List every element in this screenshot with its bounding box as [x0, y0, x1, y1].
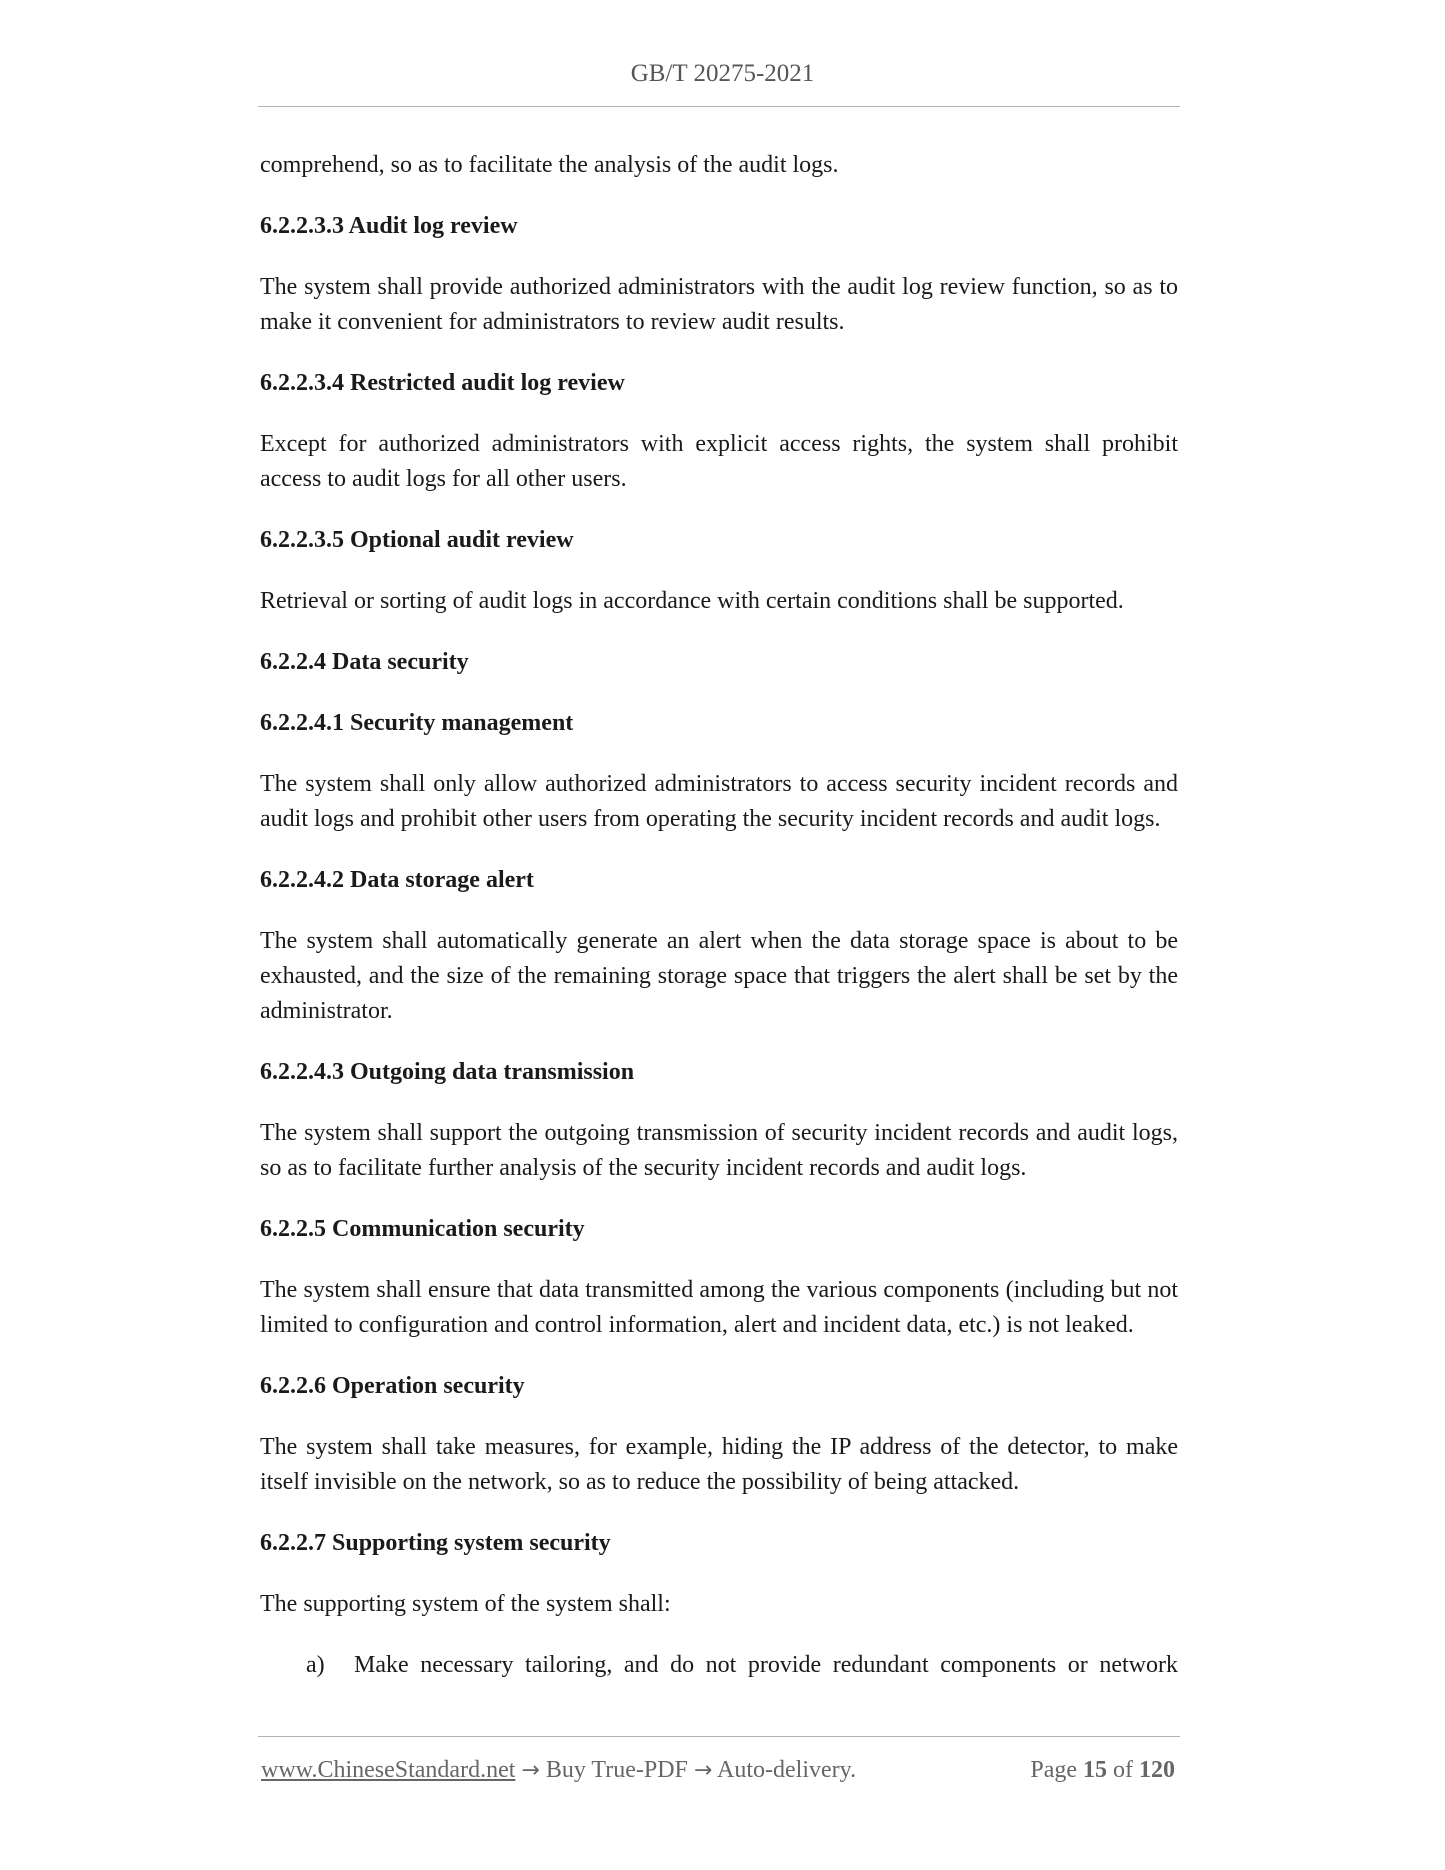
header-divider — [258, 106, 1180, 107]
section-heading: 6.2.2.4.2 Data storage alert — [260, 867, 534, 893]
paragraph: The system shall provide authorized administrators with the audit log review function, so as to make it convenient for administrators to review audit results. — [260, 274, 1178, 335]
page-total: 120 — [1139, 1757, 1175, 1783]
paragraph: The system shall automatically generate an alert when the data storage space is about to be exhausted, and the size of the remaining storage space that triggers the alert shall be set by the administrator. — [260, 928, 1178, 1024]
section-heading: 6.2.2.5 Communication security — [260, 1216, 585, 1242]
paragraph: The supporting system of the system shall: — [260, 1591, 671, 1617]
section-heading: 6.2.2.7 Supporting system security — [260, 1530, 611, 1556]
page-content — [260, 148, 1178, 1683]
paragraph: The system shall take measures, for example, hiding the IP address of the detector, to make itself invisible on the network, so as to reduce the possibility of being attacked. — [260, 1434, 1178, 1495]
section-heading: 6.2.2.6 Operation security — [260, 1373, 525, 1399]
list-item — [260, 1648, 1178, 1683]
list-marker: a) — [306, 1652, 325, 1678]
paragraph: The system shall ensure that data transmitted among the various components (including but not limited to configuration and control information, alert and incident data, etc.) is not leaked. — [260, 1277, 1178, 1338]
section-heading: 6.2.2.3.3 Audit log review — [260, 213, 518, 239]
section-heading: 6.2.2.4.3 Outgoing data transmission — [260, 1059, 635, 1085]
buy-pdf-text: Buy True-PDF — [545, 1757, 688, 1783]
page-number — [1030, 1754, 1175, 1786]
section-heading: 6.2.2.4.1 Security management — [260, 710, 574, 736]
page-of-label: of — [1113, 1757, 1133, 1783]
website-link[interactable]: www.ChineseStandard.net — [261, 1757, 516, 1783]
section-heading: 6.2.2.3.4 Restricted audit log review — [260, 370, 625, 396]
page-current: 15 — [1083, 1757, 1107, 1783]
paragraph: comprehend, so as to facilitate the analysis of the audit logs. — [260, 152, 839, 178]
paragraph: The system shall support the outgoing transmission of security incident records and audit logs, so as to facilitate further analysis of the security incident records and audit logs. — [260, 1120, 1178, 1181]
arrow-right-icon: → — [521, 1758, 540, 1783]
document-code-header: GB/T 20275-2021 — [630, 60, 815, 87]
paragraph: Except for authorized administrators with explicit access rights, the system shall prohibit access to audit logs for all other users. — [260, 431, 1178, 492]
paragraph: Retrieval or sorting of audit logs in accordance with certain conditions shall be supported. — [260, 588, 1124, 614]
arrow-right-icon: → — [693, 1758, 713, 1783]
footer-divider — [258, 1736, 1180, 1737]
section-heading: 6.2.2.3.5 Optional audit review — [260, 527, 574, 553]
auto-delivery-text: Auto-delivery. — [717, 1757, 857, 1783]
section-heading: 6.2.2.4 Data security — [260, 649, 469, 675]
page-label: Page — [1030, 1757, 1077, 1783]
paragraph: The system shall only allow authorized administrators to access security incident records and audit logs and prohibit other users from operating the security incident records and audit logs. — [260, 771, 1178, 832]
footer-promo — [261, 1754, 856, 1787]
list-item-text: Make necessary tailoring, and do not provide redundant components or network — [354, 1652, 1178, 1678]
